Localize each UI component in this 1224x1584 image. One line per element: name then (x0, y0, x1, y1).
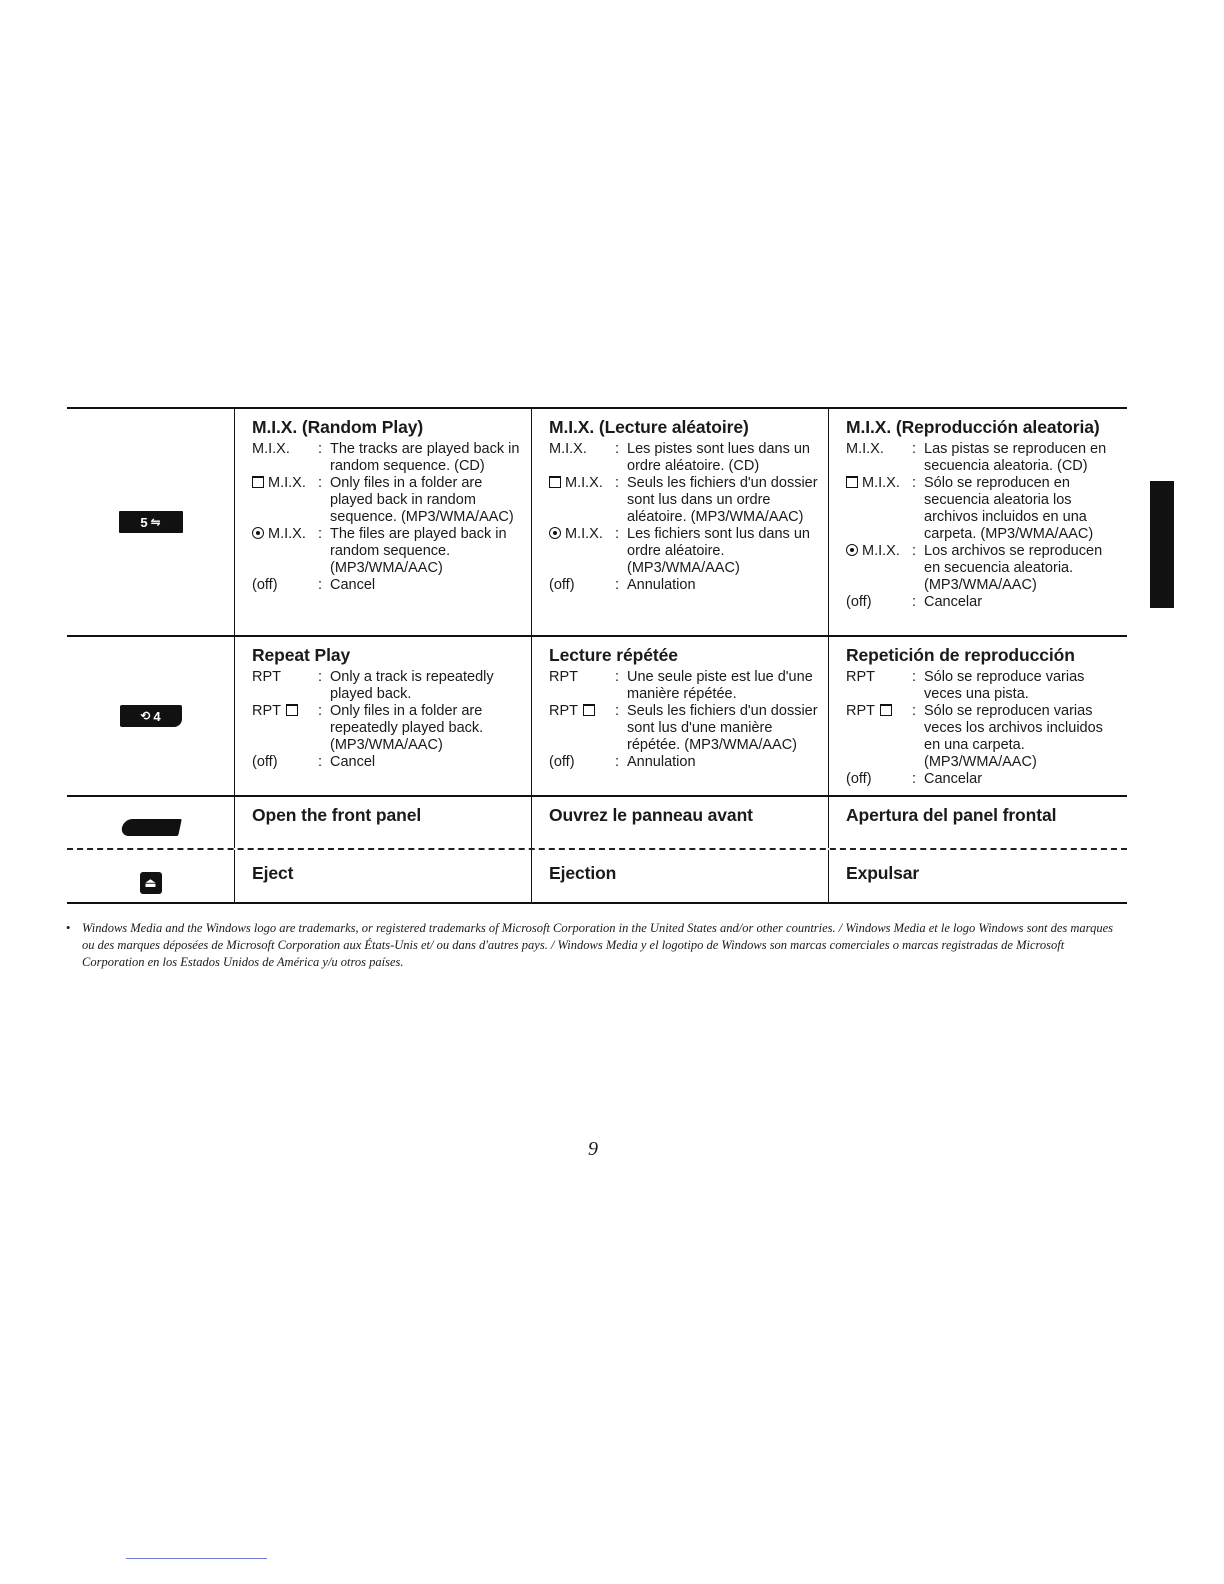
entry-description: Annulation (627, 577, 696, 593)
list-item (252, 669, 531, 703)
eject-en: Eject (252, 863, 294, 883)
repeat-fr-cell (532, 637, 829, 795)
repeat-fr-title: Lecture répétée (549, 645, 678, 665)
entry-term (549, 703, 615, 754)
mix-es-title: M.I.X. (Reproducción aleatoria) (846, 417, 1100, 437)
list-item (549, 754, 828, 771)
entry-term (846, 703, 912, 771)
entry-term-text: M.I.X. (862, 543, 900, 559)
entry-term-text: M.I.X. (252, 441, 290, 457)
entry-separator: : (318, 669, 323, 685)
list-item (252, 441, 531, 475)
eject-fr: Ejection (549, 863, 617, 883)
entry-term-text: (off) (549, 754, 575, 770)
mix-fr-cell (532, 409, 829, 635)
entry-term (252, 754, 318, 771)
entry-term-text: M.I.X. (565, 475, 603, 491)
entry-separator: : (318, 703, 323, 719)
mix-button-cell (67, 409, 235, 635)
entry-term (549, 526, 615, 577)
entry-term (846, 441, 912, 475)
entry-description: Les fichiers sont lus dans un ordre aléatoire. (MP3/WMA/AAC) (627, 526, 810, 576)
list-item (549, 703, 828, 754)
entry-term (549, 441, 615, 475)
disc-icon (252, 527, 264, 539)
eject-button-cell (67, 850, 235, 902)
entry-description: Seuls les fichiers d'un dossier sont lus dans un ordre aléatoire. (MP3/WMA/AAC) (627, 475, 818, 525)
table-row-mix (67, 409, 1127, 637)
entry-term (846, 771, 912, 788)
open-fr-cell (532, 797, 829, 848)
entry-term (252, 475, 318, 526)
folder-icon (252, 476, 264, 488)
folder-icon (549, 476, 561, 488)
entry-separator: : (318, 526, 323, 542)
entry-description: Los archivos se reproducen en secuencia aleatoria. (MP3/WMA/AAC) (924, 543, 1103, 593)
entry-separator: : (912, 771, 917, 787)
table-row-eject (67, 850, 1127, 904)
open-en-cell (235, 797, 532, 848)
entry-term-text: M.I.X. (565, 526, 603, 542)
eject-es-cell (829, 850, 1127, 902)
entry-term-text: M.I.X. (846, 441, 884, 457)
disc-icon (846, 544, 858, 556)
trademark-footnote (66, 920, 1128, 971)
entry-description: Las pistas se reproducen en secuencia aleatoria. (CD) (924, 441, 1107, 474)
entry-description: Une seule piste est lue d'une manière répétée. (627, 669, 813, 702)
entry-term (846, 543, 912, 594)
mix-fr-title: M.I.X. (Lecture aléatoire) (549, 417, 749, 437)
entry-term (252, 669, 318, 703)
list-item (846, 669, 1127, 703)
entry-separator: : (912, 703, 917, 719)
entry-description: Les pistes sont lues dans un ordre aléatoire. (CD) (627, 441, 810, 474)
entry-description: Cancel (330, 754, 376, 770)
list-item (252, 577, 531, 594)
entry-separator: : (615, 754, 620, 770)
list-item (846, 475, 1127, 543)
list-item (846, 703, 1127, 771)
list-item (252, 475, 531, 526)
entry-term-text: (off) (252, 577, 278, 593)
entry-term-text: RPT (252, 703, 281, 719)
entry-separator: : (615, 441, 620, 457)
list-item (846, 543, 1127, 594)
open-panel-button-icon (120, 819, 182, 836)
mix-en-title: M.I.X. (Random Play) (252, 417, 424, 437)
entry-separator: : (615, 577, 620, 593)
entry-description: Only a track is repeatedly played back. (330, 669, 494, 702)
entry-separator: : (912, 594, 917, 610)
entry-term-text: (off) (252, 754, 278, 770)
mix-es-cell (829, 409, 1127, 635)
entry-separator: : (318, 577, 323, 593)
entry-separator: : (615, 703, 620, 719)
eject-icon: ⏏ (140, 872, 162, 894)
entry-term-text: RPT (846, 703, 875, 719)
entry-term (549, 754, 615, 771)
entry-term-text: M.I.X. (268, 526, 306, 542)
section-tab-marker (1150, 481, 1174, 608)
repeat-es-title: Repetición de reproducción (846, 645, 1075, 665)
open-panel-fr: Ouvrez le panneau avant (549, 805, 753, 825)
entry-description: The files are played back in random sequence. (MP3/WMA/AAC) (330, 526, 507, 576)
table-row-repeat (67, 637, 1127, 797)
repeat-button-icon (120, 705, 182, 727)
entry-term-text: (off) (846, 594, 872, 610)
entry-description: Only files in a folder are repeatedly played back. (MP3/WMA/AAC) (330, 703, 484, 753)
mix-en-cell (235, 409, 532, 635)
mix-button-icon (119, 511, 183, 533)
entry-term (846, 475, 912, 543)
entry-term (549, 475, 615, 526)
random-symbol-icon: ⇋ (150, 515, 161, 529)
list-item (549, 475, 828, 526)
disc-icon (549, 527, 561, 539)
entry-term (252, 577, 318, 594)
entry-description: Cancelar (924, 771, 983, 787)
entry-term (846, 669, 912, 703)
list-item (549, 441, 828, 475)
list-item (549, 526, 828, 577)
entry-description: Sólo se reproducen en secuencia aleatoria los archivos incluidos en una carpeta. (MP3/WMA/AAC) (924, 475, 1094, 542)
entry-term-text: M.I.X. (549, 441, 587, 457)
repeat-button-cell (67, 637, 235, 795)
footnote-bullet: • (66, 921, 71, 935)
list-item (846, 771, 1127, 788)
entry-separator: : (912, 543, 917, 559)
entry-separator: : (318, 441, 323, 457)
entry-separator: : (615, 669, 620, 685)
mix-key-label: 5 (140, 514, 148, 530)
list-item (252, 526, 531, 577)
entry-separator: : (318, 475, 323, 491)
entry-term-text: M.I.X. (268, 475, 306, 491)
open-panel-es: Apertura del panel frontal (846, 805, 1057, 825)
bottom-rule (126, 1558, 267, 1559)
entry-description: Cancelar (924, 594, 983, 610)
entry-term-text: (off) (846, 771, 872, 787)
entry-term-text: RPT (549, 703, 578, 719)
entry-description: Annulation (627, 754, 696, 770)
table-row-open-panel (67, 797, 1127, 850)
entry-term-text: RPT (846, 669, 875, 685)
entry-separator: : (912, 669, 917, 685)
entry-term (252, 703, 318, 754)
eject-en-cell (235, 850, 532, 902)
entry-description: Sólo se reproducen varias veces los archivos incluidos en una carpeta. (MP3/WMA/AAC) (924, 703, 1103, 770)
repeat-key-label: 4 (153, 708, 161, 724)
list-item (549, 577, 828, 594)
open-es-cell (829, 797, 1127, 848)
entry-description: Sólo se reproduce varias veces una pista. (924, 669, 1085, 702)
entry-description: Cancel (330, 577, 376, 593)
entry-description: Seuls les fichiers d'un dossier sont lus d'une manière répétée. (MP3/WMA/AAC) (627, 703, 818, 753)
repeat-en-title: Repeat Play (252, 645, 351, 665)
list-item (846, 594, 1127, 611)
entry-separator: : (615, 475, 620, 491)
list-item (252, 703, 531, 754)
entry-description: The tracks are played back in random sequence. (CD) (330, 441, 520, 474)
entry-separator: : (615, 526, 620, 542)
repeat-en-cell (235, 637, 532, 795)
entry-term (252, 441, 318, 475)
open-panel-en: Open the front panel (252, 805, 422, 825)
folder-icon (846, 476, 858, 488)
footnote-text: Windows Media and the Windows logo are trademarks, or registered trademarks of Microsoft Corporation in the United States and/or other countries. / Windows Media et le logo Windows sont des marques ou des marques déposées de Microsoft Corporation aux États-Unis et/ ou dans d'autres pays. / Windows Media y el logotipo de Windows son marcas comerciales o marcas registradas de Microsoft Corporation en los Estados Unidos de América y/u otros países. (82, 921, 1113, 969)
list-item (846, 441, 1127, 475)
repeat-symbol-icon: ⟲ (140, 709, 151, 723)
page-number: 9 (588, 1138, 598, 1160)
entry-term (846, 594, 912, 611)
entry-term-text: RPT (252, 669, 281, 685)
folder-icon (286, 704, 298, 716)
list-item (549, 669, 828, 703)
folder-icon (880, 704, 892, 716)
list-item (252, 754, 531, 771)
open-button-cell (67, 797, 235, 848)
repeat-es-cell (829, 637, 1127, 795)
entry-separator: : (912, 441, 917, 457)
entry-separator: : (318, 754, 323, 770)
entry-term-text: M.I.X. (862, 475, 900, 491)
entry-separator: : (912, 475, 917, 491)
entry-term-text: RPT (549, 669, 578, 685)
entry-term-text: (off) (549, 577, 575, 593)
eject-es: Expulsar (846, 863, 920, 883)
entry-term (252, 526, 318, 577)
folder-icon (583, 704, 595, 716)
entry-description: Only files in a folder are played back in random sequence. (MP3/WMA/AAC) (330, 475, 514, 525)
entry-term (549, 669, 615, 703)
eject-fr-cell (532, 850, 829, 902)
function-table (67, 407, 1127, 904)
entry-term (549, 577, 615, 594)
